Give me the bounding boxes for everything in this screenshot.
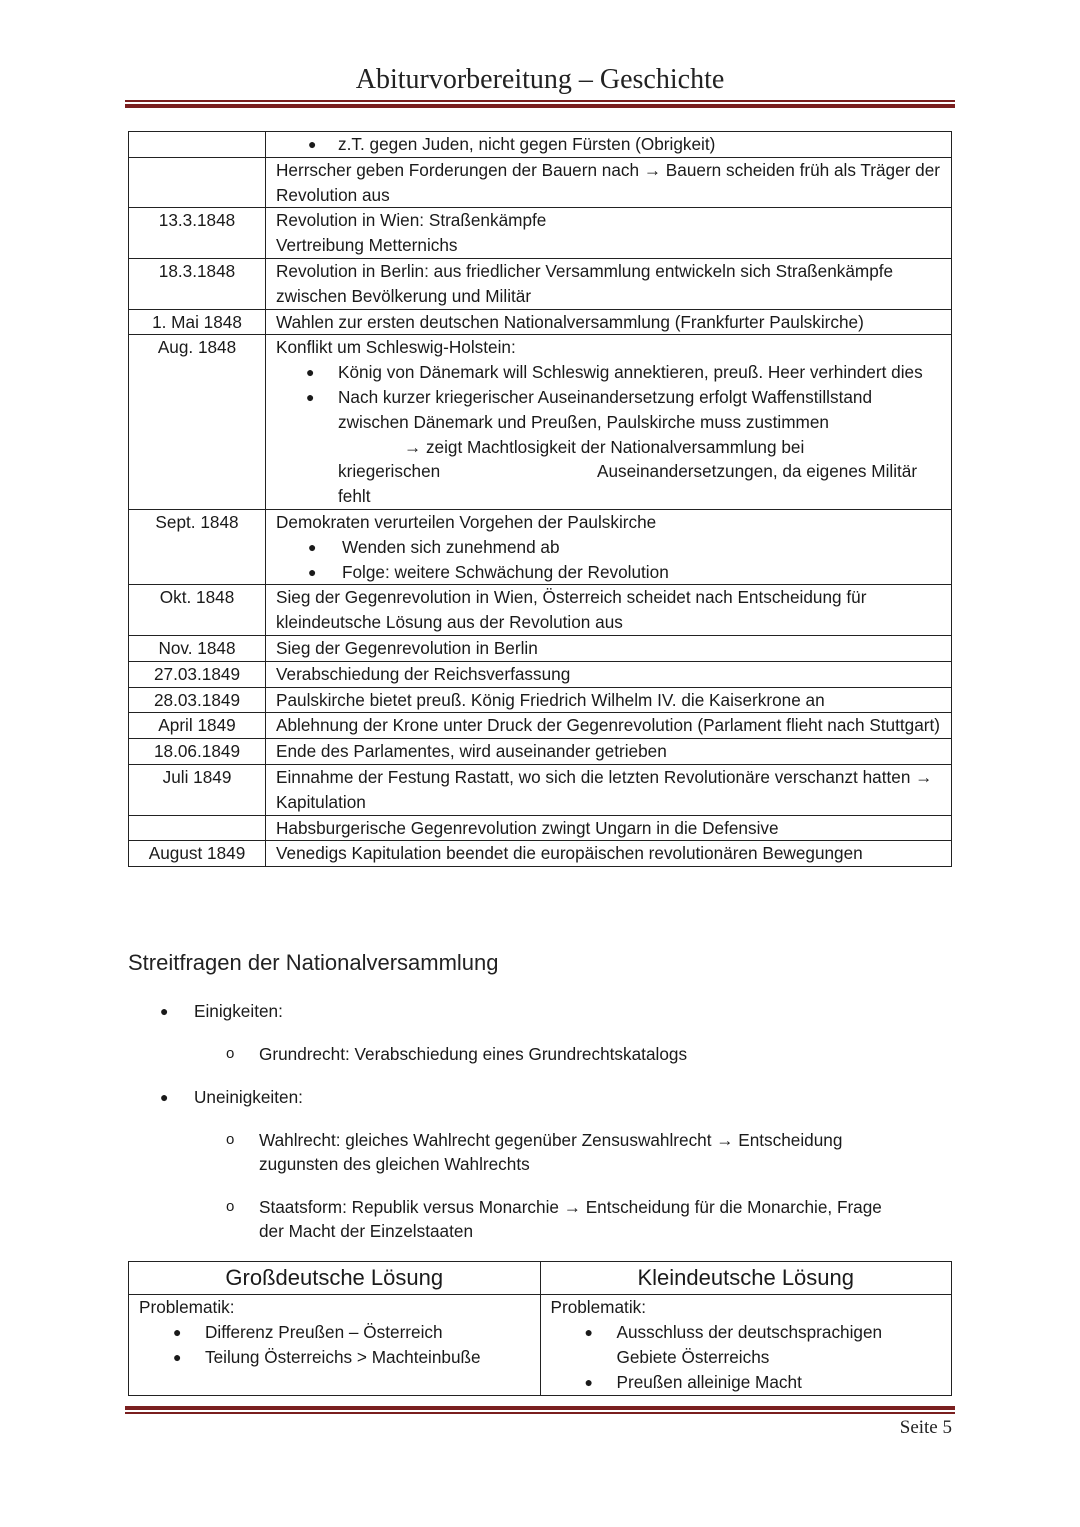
table-row xyxy=(129,132,952,158)
table-row xyxy=(129,1262,952,1295)
grossdeutsch-cell xyxy=(129,1295,541,1396)
date-cell: 27.03.1849 xyxy=(129,661,266,687)
list-text: Grundrecht: Verabschiedung eines Grundrechtskatalogs xyxy=(259,1044,688,1064)
event-cell xyxy=(266,132,952,158)
date-cell: Aug. 1848 xyxy=(129,335,266,510)
list-item: Differenz Preußen – Österreich xyxy=(205,1322,443,1342)
event-bullet: Nach kurzer kriegerischer Auseinandersetzung erfolgt Waffenstillstand zwischen Dänemark und Preußen, Paulskirche muss zustimmen xyxy=(338,386,873,432)
event-cell xyxy=(266,208,952,259)
table-row xyxy=(129,1295,952,1396)
table-row xyxy=(129,713,952,739)
event-cell xyxy=(266,335,952,510)
bullet-icon: ● xyxy=(306,364,315,381)
date-cell: April 1849 xyxy=(129,713,266,739)
table-row xyxy=(129,309,952,335)
event-bullet: Folge: weitere Schwächung der Revolution xyxy=(342,561,669,582)
problem-label: Problematik: xyxy=(139,1297,235,1317)
event-cell: Verabschiedung der Reichsverfassung xyxy=(266,661,952,687)
header-rule xyxy=(125,100,955,108)
event-cell: Sieg der Gegenrevolution in Berlin xyxy=(266,635,952,661)
circle-bullet-icon: o xyxy=(226,1198,235,1215)
event-cell: Ende des Parlamentes, wird auseinander getrieben xyxy=(266,739,952,765)
list-text: der Macht der Einzelstaaten xyxy=(259,1221,474,1241)
grossdeutsch-heading: Großdeutsche Lösung xyxy=(129,1262,541,1295)
date-cell xyxy=(129,815,266,841)
date-cell xyxy=(129,132,266,158)
bullet-icon: ● xyxy=(306,388,315,405)
table-row xyxy=(129,739,952,765)
table-row xyxy=(129,661,952,687)
list-text: zugunsten des gleichen Wahlrechts xyxy=(259,1154,530,1174)
date-cell: Okt. 1848 xyxy=(129,585,266,636)
kleindeutsch-cell xyxy=(540,1295,952,1396)
event-line: Demokraten verurteilen Vorgehen der Paulskirche xyxy=(276,511,657,532)
date-cell xyxy=(129,157,266,208)
event-bullet: z.T. gegen Juden, nicht gegen Fürsten (Obrigkeit) xyxy=(338,134,716,154)
kleindeutsch-heading: Kleindeutsche Lösung xyxy=(540,1262,952,1295)
table-row xyxy=(129,764,952,815)
list-item: Ausschluss der deutschsprachigen Gebiete Österreichs xyxy=(616,1322,883,1367)
table-row xyxy=(129,258,952,309)
table-row xyxy=(129,815,952,841)
date-cell: Nov. 1848 xyxy=(129,635,266,661)
table-row xyxy=(129,635,952,661)
circle-bullet-icon: o xyxy=(226,1131,235,1148)
event-cell: Herrscher geben Forderungen der Bauern nach → Bauern scheiden früh als Träger der Revolution aus xyxy=(266,157,952,208)
bullet-icon: ● xyxy=(173,1324,182,1340)
bullet-icon: ● xyxy=(173,1349,182,1365)
date-cell: 18.06.1849 xyxy=(129,739,266,765)
date-cell: 18.3.1848 xyxy=(129,258,266,309)
date-cell: August 1849 xyxy=(129,841,266,867)
footer-rule xyxy=(125,1406,955,1414)
date-cell: 1. Mai 1848 xyxy=(129,309,266,335)
table-row xyxy=(129,509,952,584)
bullet-icon: ● xyxy=(308,136,317,152)
bullet-icon: ● xyxy=(308,563,317,580)
event-cell: Ablehnung der Krone unter Druck der Gegenrevolution (Parlament flieht nach Stuttgart) xyxy=(266,713,952,739)
event-line: kriegerischen xyxy=(338,461,441,482)
date-cell: Sept. 1848 xyxy=(129,509,266,584)
event-line: Konflikt um Schleswig-Holstein: xyxy=(276,337,516,358)
event-cell: Venedigs Kapitulation beendet die europäischen revolutionären Bewegungen xyxy=(266,841,952,867)
event-line: fehlt xyxy=(338,486,371,507)
event-line: Auseinandersetzungen, da eigenes Militär xyxy=(597,461,918,482)
date-cell: 28.03.1849 xyxy=(129,687,266,713)
event-bullet: König von Dänemark will Schleswig annektieren, preuß. Heer verhindert dies xyxy=(338,362,923,383)
table-row xyxy=(129,585,952,636)
list-item: Preußen alleinige Macht xyxy=(616,1372,802,1392)
timeline-table xyxy=(128,131,952,867)
event-cell: Habsburgerische Gegenrevolution zwingt Ungarn in die Defensive xyxy=(266,815,952,841)
table-row xyxy=(129,841,952,867)
event-line: → zeigt Machtlosigkeit der Nationalversammlung bei xyxy=(404,436,805,457)
bullet-icon: ● xyxy=(308,538,317,555)
event-cell: Paulskirche bietet preuß. König Friedrich Wilhelm IV. die Kaiserkrone an xyxy=(266,687,952,713)
event-cell: Sieg der Gegenrevolution in Wien, Österreich scheidet nach Entscheidung für kleindeutsche Lösung aus der Revolution aus xyxy=(266,585,952,636)
circle-bullet-icon: o xyxy=(226,1045,235,1062)
event-bullet: Wenden sich zunehmend ab xyxy=(342,536,560,557)
event-cell: Revolution in Berlin: aus friedlicher Versammlung entwickeln sich Straßenkämpfe zwischen Bevölkerung und Militär xyxy=(266,258,952,309)
event-cell: Einnahme der Festung Rastatt, wo sich die letzten Revolutionäre verschanzt hatten → Kapitulation xyxy=(266,764,952,815)
list-label: Uneinigkeiten: xyxy=(194,1087,303,1107)
list-text: Staatsform: Republik versus Monarchie → Entscheidung für die Monarchie, Frage xyxy=(259,1197,882,1217)
date-cell: Juli 1849 xyxy=(129,764,266,815)
table-row xyxy=(129,335,952,510)
comparison-table xyxy=(128,1261,952,1396)
problem-label: Problematik: xyxy=(550,1297,647,1317)
date-cell: 13.3.1848 xyxy=(129,208,266,259)
section-heading: Streitfragen der Nationalversammlung xyxy=(128,950,499,975)
table-row xyxy=(129,208,952,259)
list-label: Einigkeiten: xyxy=(194,1001,283,1021)
bullet-icon: ● xyxy=(160,1003,169,1019)
event-cell: Wahlen zur ersten deutschen Nationalversammlung (Frankfurter Paulskirche) xyxy=(266,309,952,335)
event-line: Vertreibung Metternichs xyxy=(276,235,458,256)
bullet-icon: ● xyxy=(584,1324,593,1340)
table-row xyxy=(129,157,952,208)
page-header-title: Abiturvorbereitung – Geschichte xyxy=(355,64,725,95)
bullet-icon: ● xyxy=(584,1374,593,1390)
page-number: Seite 5 xyxy=(899,1417,952,1438)
event-cell xyxy=(266,509,952,584)
table-row xyxy=(129,687,952,713)
bullet-icon: ● xyxy=(160,1089,169,1105)
list-text: Wahlrecht: gleiches Wahlrecht gegenüber Zensuswahlrecht → Entscheidung xyxy=(259,1130,843,1150)
event-line: Revolution in Wien: Straßenkämpfe xyxy=(276,210,547,231)
list-item: Teilung Österreichs > Machteinbuße xyxy=(205,1347,481,1367)
